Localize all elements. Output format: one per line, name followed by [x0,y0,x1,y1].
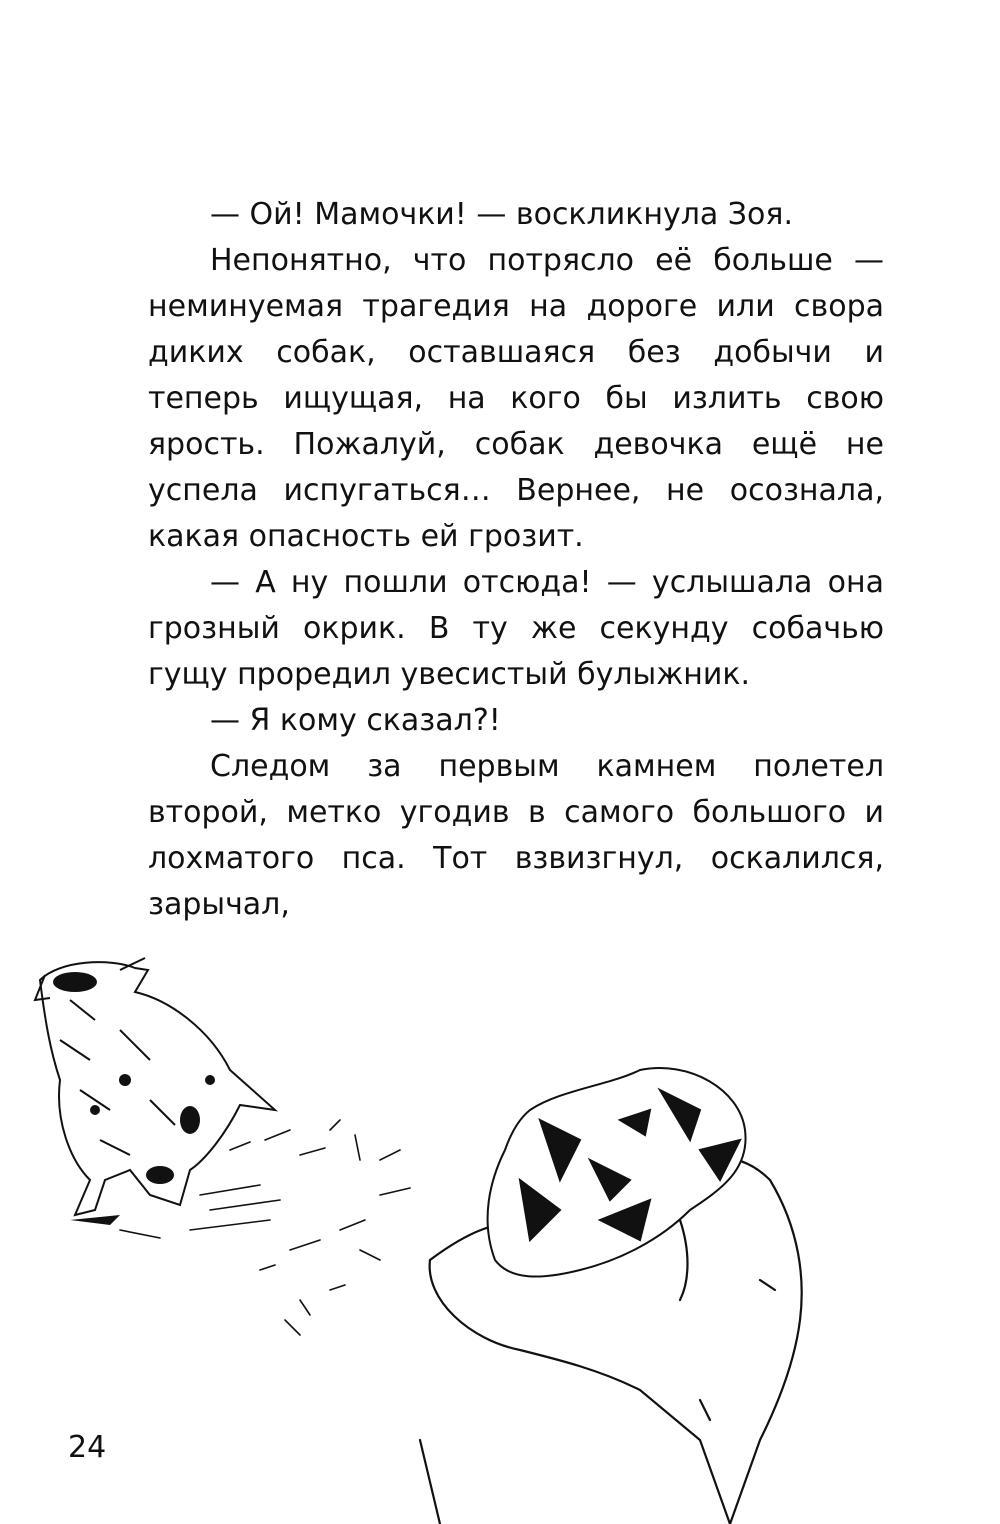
body-text [148,192,884,928]
paragraph: Непонятно, что потрясло её больше — неминуемая трагедия на дороге или свора диких собак, оставшаяся без добычи и теперь ищущая, на кого бы излить свою ярость. Пожалуй, собак девочка ещё не успела испугаться… Вернее, не осознала, какая опасность ей грозит. [148,243,884,554]
paragraph: Следом за первым камнем полетел второй, метко угодив в самого большого и лохматого пса. Тот взвизгнул, оскалился, зарычал, [148,749,884,922]
paragraph: — Я кому сказал?! [210,703,501,738]
paragraph: — Ой! Мамочки! — воскликнула Зоя. [210,197,793,232]
stone-drawing [488,1068,746,1277]
dust-motion-lines [120,1120,410,1335]
dog-and-stone-illustration [0,920,1000,1524]
dog-fur-shading [53,972,215,1225]
paragraph: — А ну пошли отсюда! — услышала она грозный окрик. В ту же секунду собачью гущу проредил увесистый булыжник. [148,565,884,692]
page-number: 24 [68,1430,107,1465]
